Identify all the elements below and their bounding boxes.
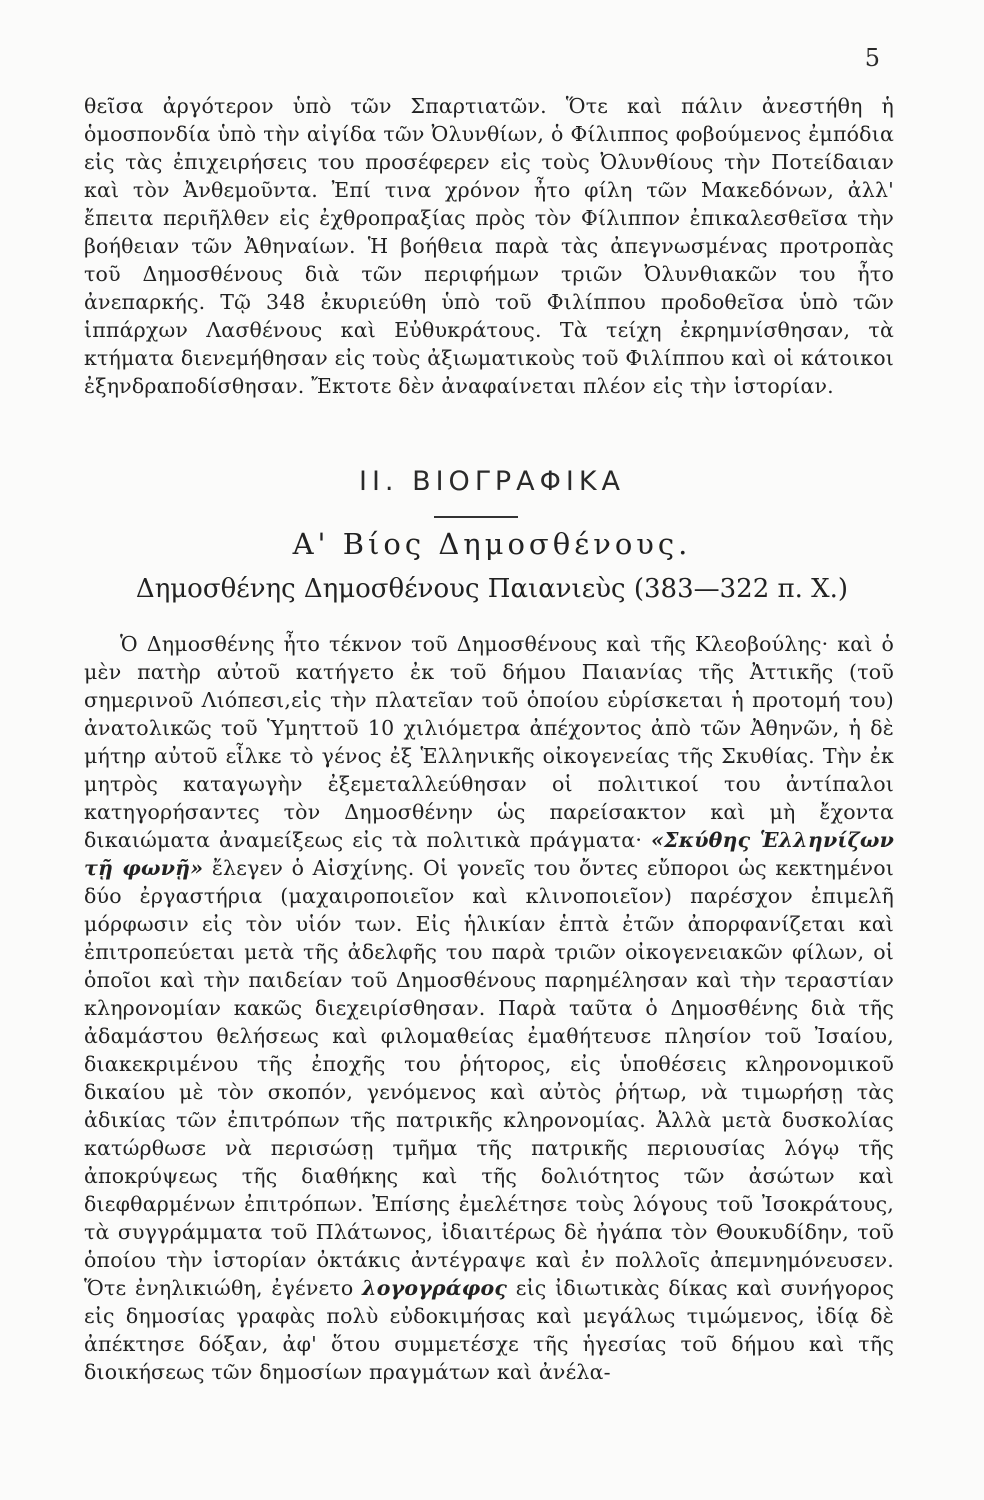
aeschines-quote: «Σκύθης Ἑλληνίζων τῇ φωνῇ» [84, 828, 894, 880]
biography-paragraph [84, 630, 894, 1386]
logographos-term: λογογράφος [362, 1276, 508, 1300]
biography-text-part2: ἔλεγεν ὁ Αἰσχίνης. Οἱ γονεῖς του ὄντες εὔποροι ὡς κεκτημένοι δύο ἐργαστήρια (μαχαιροποιεῖον καὶ κλινοποιεῖον) παρέσχον ἐπιμελῆ μόρφωσιν εἰς τὸν υἱόν των. Εἰς ἡλικίαν ἑπτὰ ἐτῶν ἀπορφανίζεται καὶ ἐπιτροπεύεται μετὰ τῆς ἀδελφῆς του παρὰ τριῶν οἰκογενειακῶν φίλων, οἱ ὁποῖοι καὶ τὴν παιδείαν τοῦ Δημοσθένους παρημέλησαν καὶ τὴν τεραστίαν κληρονομίαν κακῶς διεχειρίσθησαν. Παρὰ ταῦτα ὁ Δημοσθένης διὰ τῆς ἀδαμάστου θελήσεως καὶ φιλομαθείας ἐμαθήτευσε πλησίον τοῦ Ἰσαίου, διακεκριμένου τῆς ἐποχῆς του ῥήτορος, εἰς ὑποθέσεις κληρονομικοῦ δικαίου μὲ τὸν σκοπόν, γενόμενος καὶ αὐτὸς ῥήτωρ, νὰ τιμωρήσῃ τὰς ἀδικίας τῶν ἐπιτρόπων τῆς πατρικῆς κληρονομίας. Ἀλλὰ μετὰ δυσκολίας κατώρθωσε νὰ περισώσῃ τμῆμα τῆς πατρικῆς περιουσίας λόγῳ τῆς ἀποκρύψεως τῆς διαθήκης καὶ τῆς δολιότητος τῶν ἀσώτων καὶ διεφθαρμένων ἐπιτρόπων. Ἐπίσης ἐμελέτησε τοὺς λόγους τοῦ Ἰσοκράτους, τὰ συγγράμματα τοῦ Πλάτωνος, ἰδιαιτέρως δὲ ἠγάπα τὸν Θουκυδίδην, τοῦ ὁποίου τὴν ἱστορίαν ὀκτάκις ἀντέγραψε καὶ ἐν πολλοῖς ἀπεμνημόνευσεν. Ὅτε ἐνηλικιώθη, ἐγένετο [84, 856, 895, 1300]
section-divider [434, 516, 518, 518]
chapter-byline: Δημοσθένης Δημοσθένους Παιανιεὺς (383—322 π. Χ.) [135, 574, 849, 604]
chapter-subtitle: Α' Βίος Δημοσθένους. [292, 527, 692, 561]
biography-text-part3: εἰς ἰδιωτικὰς δίκας καὶ συνήγορος εἰς δημοσίας γραφὰς πολὺ εὐδοκιμήσας καὶ μεγάλως τιμώμενος, ἰδίᾳ δὲ ἀπέκτησε δόξαν, ἀφ' ὅτου συμμετέσχε τῆς ἡγεσίας τοῦ δήμου καὶ τῆς διοικήσεως τῶν δημοσίων πραγμάτων καὶ ἀνέλα- [84, 1276, 894, 1384]
section-title: II. ΒΙΟΓΡΑΦΙΚΑ [358, 466, 625, 497]
intro-paragraph: θεῖσα ἀργότερον ὑπὸ τῶν Σπαρτιατῶν. Ὅτε καὶ πάλιν ἀνεστήθη ἡ ὁμοσπονδία ὑπὸ τὴν αἰγίδα τῶν Ὀλυνθίων, ὁ Φίλιππος φοβούμενος ἐμπόδια εἰς τὰς ἐπιχειρήσεις του προσέφερεν εἰς τοὺς Ὀλυνθίους τὴν Ποτείδαιαν καὶ τὸν Ἀνθεμοῦντα. Ἐπί τινα χρόνον ἦτο φίλη τῶν Μακεδόνων, ἀλλ' ἔπειτα περιῆλθεν εἰς ἐχθροπραξίας πρὸς τὸν Φίλιππον ἐπικαλεσθεῖσα τὴν βοήθειαν τῶν Ἀθηναίων. Ἡ βοήθεια παρὰ τὰς ἀπεγνωσμένας προτροπὰς τοῦ Δημοσθένους διὰ τῶν περιφήμων τριῶν Ὀλυνθιακῶν του ἦτο ἀνεπαρκής. Τῷ 348 ἐκυριεύθη ὑπὸ τοῦ Φιλίππου προδοθεῖσα ὑπὸ τῶν ἱππάρχων Λασθένους καὶ Εὐθυκράτους. Τὰ τείχη ἐκρημνίσθησαν, τὰ κτήματα διενεμήθησαν εἰς τοὺς ἀξιωματικοὺς τοῦ Φιλίππου καὶ οἱ κάτοικοι ἐξηνδραποδίσθησαν. Ἔκτοτε δὲν ἀναφαίνεται πλέον εἰς τὴν ἱστορίαν. [84, 94, 894, 398]
page-number: 5 [864, 44, 880, 72]
biography-text-part1: Ὁ Δημοσθένης ἦτο τέκνον τοῦ Δημοσθένους καὶ τῆς Κλεοβούλης· καὶ ὁ μὲν πατὴρ αὐτοῦ κατήγετο ἐκ τοῦ δήμου Παιανίας τῆς Ἀττικῆς (τοῦ σημερινοῦ Λιόπεσι,εἰς τὴν πλατεῖαν τοῦ ὁποίου εὑρίσκεται ἡ προτομή του) ἀνατολικῶς τοῦ Ὑμηττοῦ 10 χιλιόμετρα ἀπέχοντος ἀπὸ τῶν Ἀθηνῶν, ἡ δὲ μήτηρ αὐτοῦ εἷλκε τὸ γένος ἐξ Ἑλληνικῆς οἰκογενείας τῆς Σκυθίας. Τὴν ἐκ μητρὸς καταγωγὴν ἐξεμεταλλεύθησαν οἱ πολιτικοί του ἀντίπαλοι κατηγορήσαντες τὸν Δημοσθένην ὡς παρείσακτον καὶ μὴ ἔχοντα δικαιώματα ἀναμείξεως εἰς τὰ πολιτικὰ πράγματα· [84, 632, 894, 852]
